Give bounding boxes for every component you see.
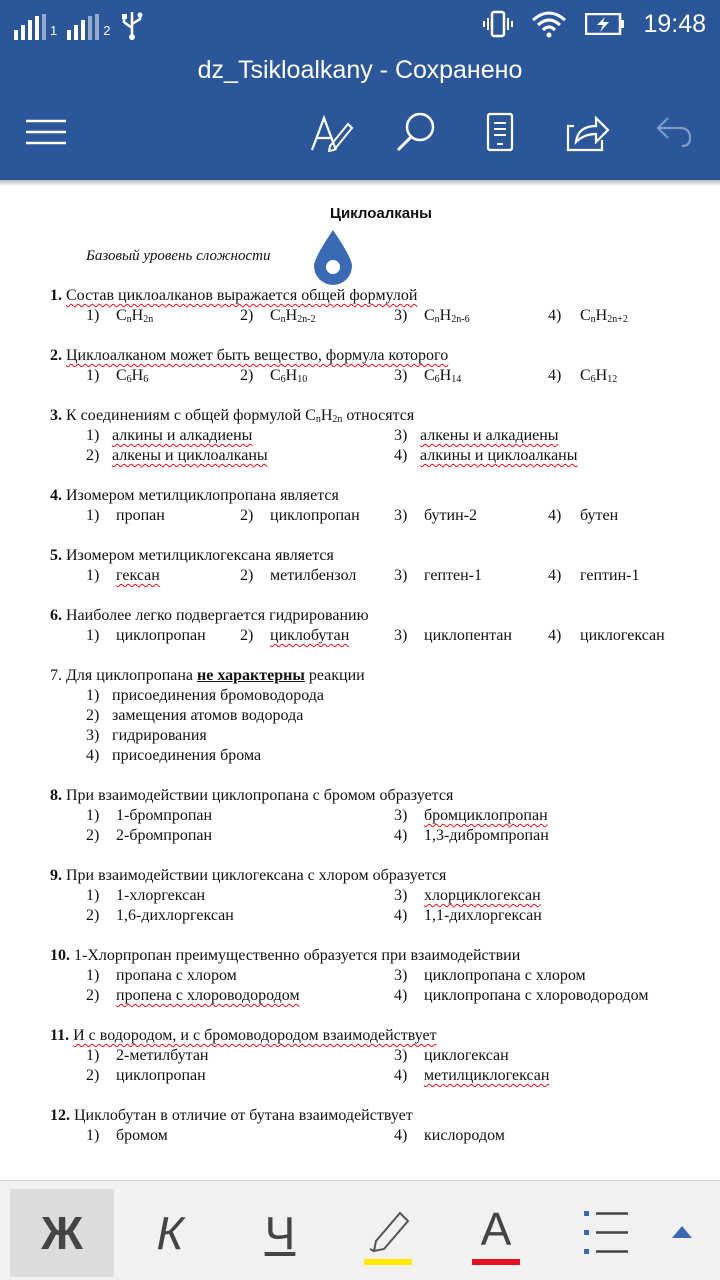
- caret-up-icon: [672, 1226, 692, 1238]
- pen-edit-icon: [310, 110, 354, 154]
- question-12: 12. Циклобутан в отличие от бутана взаимодействует: [50, 1107, 413, 1124]
- signal-icon: [14, 14, 46, 40]
- clock: 19:48: [643, 9, 706, 38]
- search-button[interactable]: [392, 108, 440, 156]
- vibrate-icon: [483, 10, 513, 38]
- search-icon: [394, 110, 438, 154]
- bullet-list-button[interactable]: [554, 1189, 658, 1277]
- bullet-list-icon: [582, 1207, 630, 1259]
- menu-button[interactable]: [22, 108, 70, 156]
- question-11: 11. И с водородом, и с бромоводородом взаимодействует: [50, 1027, 437, 1044]
- highlight-button[interactable]: [336, 1189, 440, 1277]
- question-9: 9. При взаимодействии циклогексана с хлором образуется: [50, 867, 447, 884]
- bold-button[interactable]: Ж: [10, 1189, 114, 1277]
- sim1-label: 1: [50, 23, 58, 38]
- underline-button[interactable]: Ч: [264, 1207, 296, 1259]
- font-color-letter: A: [480, 1203, 512, 1255]
- question-3: 3. К соединениям с общей формулой $C_nH_{2n}$ относятся: [50, 407, 415, 425]
- question-7: 7. Для циклопропана не характерны реакции: [50, 667, 365, 684]
- italic-button[interactable]: К: [156, 1207, 184, 1259]
- font-color-button[interactable]: [444, 1189, 548, 1277]
- question-1: 1. Состав циклоалканов выражается общей формулой: [50, 287, 418, 304]
- sim2-label: 2: [103, 23, 111, 38]
- battery-icon: [585, 13, 625, 35]
- share-icon: [566, 112, 610, 152]
- hamburger-icon: [24, 118, 68, 146]
- question-2: 2. Циклоалканом может быть вещество, формула которого: [50, 347, 449, 364]
- font-color-swatch: [472, 1259, 520, 1265]
- question-4: 4. Изомером метилциклопропана является: [50, 487, 339, 504]
- question-8: 8. При взаимодействии циклопропана с бромом образуется: [50, 787, 454, 804]
- mobile-view-button[interactable]: [476, 108, 524, 156]
- mobile-view-icon: [485, 112, 515, 152]
- document-page[interactable]: Циклоалканы Базовый уровень сложности 1. Состав циклоалканов выражается общей формулой 1) $C_nH_{2n}$ 2) $C_nH_{2n-2}$ 3) $C_nH_{2n-6}$ 4) $C_nH_{2n+2}$ 2. Циклоалканом может быть вещество, формула которого 1) $C_6H_6$ 2) $C_6H_{10}$ 3) $C_6H_{14}$ 4) $C_6H_{12}$ 3. К соединениям с общей формулой $C_nH_{2n}$ относятся 1) алкины и алкадиены 3) алкены и алкадиены 2) алкены и циклоалканы 4) алкины и циклоалканы 4. Изомером метилциклопропана является 1) пропан 2) циклопропан 3) бутин-2 4) бутен 5. Изомером метилциклогексана является 1) гексан 2) метилбензол 3) гептен-1 4) гептин-1 6. Наиболее легко подвергается гидрированию 1) циклопропан 2) циклобутан 3) циклопентан 4) циклогексан 7. Для циклопропана не характерны реакции 1) присоединения бромоводорода 2) замещения атомов водорода 3) гидрирования 4) присоединения брома 8. При взаимодействии циклопропана с бромом образуется 1) 1-бромпропан 3) бромциклопропан 2) 2-бромпропан 4) 1,3-дибромпропан 9. При взаимодействии циклогексана с хлором образуется 1) 1-хлоргексан 3) хлорциклогексан 2) 1,6-дихлоргексан 4) 1,1-дихлоргексан 10. 1-Хлорпропан преимущественно образуется при взаимодействии 1) пропана с хлором 3) циклопропана с хлором 2) пропена с хлороводородом 4) циклопропана с хлороводородом 11. И с водородом, и с бромоводородом взаимодействует 1) 2-метилбутан 3) циклогексан 2) циклопропан 4) метилциклогексан 12. Циклобутан в отличие от бутана взаимодействует 1) бромом 4) кислородом: [50, 205, 665, 1144]
- question-10: 10. 1-Хлорпропан преимущественно образуется при взаимодействии: [50, 947, 521, 964]
- difficulty-subtitle: Базовый уровень сложности: [86, 248, 271, 264]
- undo-icon: [654, 114, 694, 150]
- document-heading: Циклоалканы: [330, 205, 432, 222]
- edit-button[interactable]: [308, 108, 356, 156]
- usb-icon: [120, 10, 144, 40]
- wifi-icon: [531, 10, 567, 38]
- highlight-color-swatch: [364, 1259, 412, 1265]
- highlighter-icon: [360, 1205, 416, 1261]
- text-cursor-handle[interactable]: [312, 228, 354, 292]
- format-toolbar: [0, 1180, 720, 1280]
- question-6: 6. Наиболее легко подвергается гидрированию: [50, 607, 369, 624]
- expand-toolbar-button[interactable]: [672, 1225, 692, 1243]
- signal-icon: [67, 14, 99, 40]
- status-bar: [0, 0, 720, 48]
- share-button[interactable]: [564, 108, 612, 156]
- app-bar: [0, 48, 720, 180]
- question-5: 5. Изомером метилциклогексана является: [50, 547, 334, 564]
- document-title[interactable]: dz_Tsikloalkany - Сохранено: [197, 56, 523, 84]
- cursor-drop-icon: [312, 228, 354, 286]
- undo-button[interactable]: [650, 108, 698, 156]
